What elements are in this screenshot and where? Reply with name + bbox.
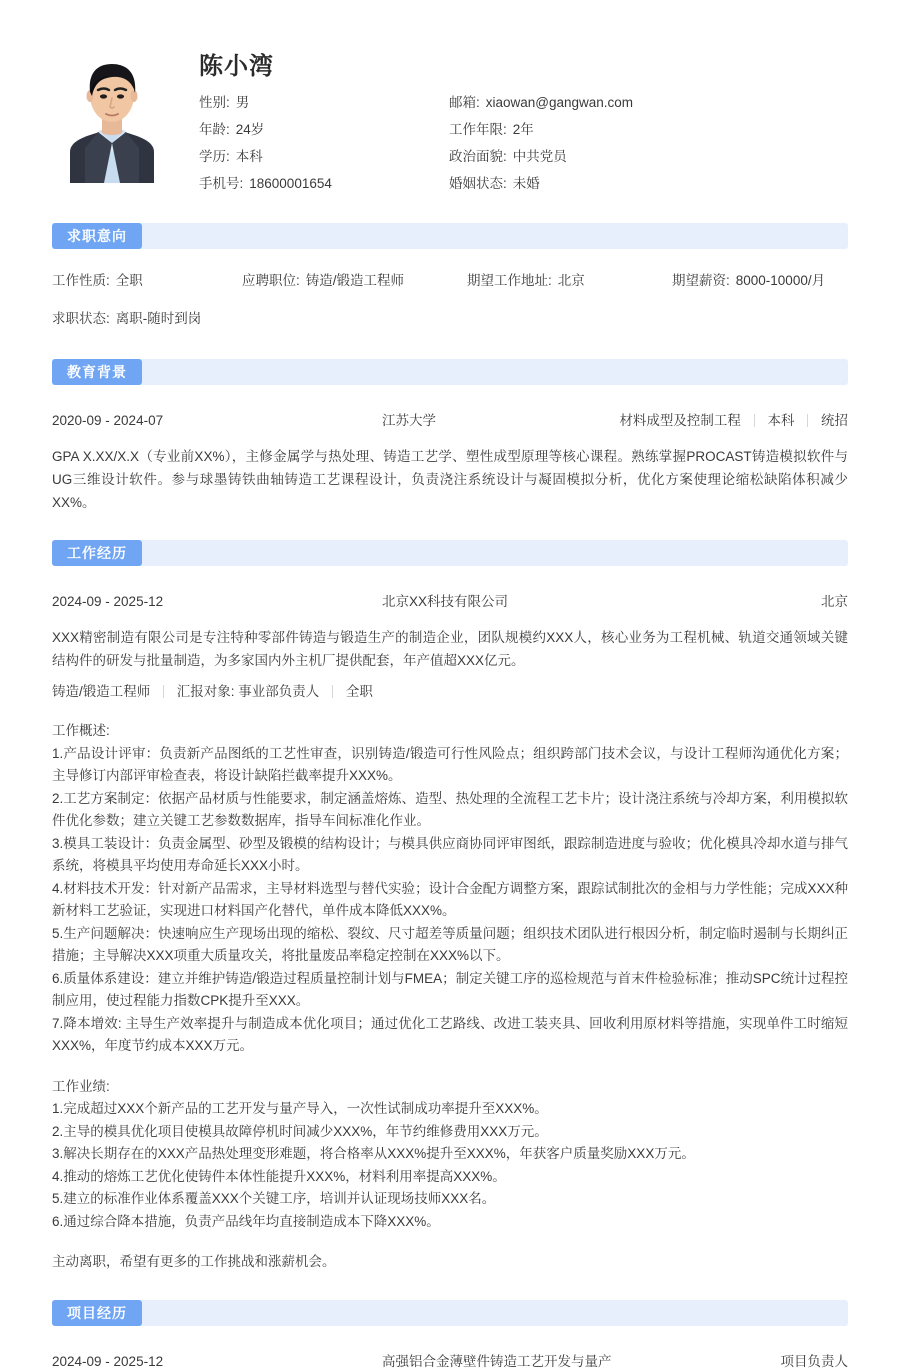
info-degree-value: 本科: [235, 149, 263, 164]
info-marital: [449, 175, 848, 193]
work-achievement-item: 2.主导的模具优化项目使模具故障停机时间减少XXX%，年节约维修费用XXX万元。: [52, 1123, 548, 1139]
job-intention-row-1: [52, 271, 848, 291]
project-entry: [52, 1352, 848, 1372]
person-name: 陈小湾: [199, 53, 274, 80]
info-email: [449, 94, 848, 112]
intent-work-nature: [52, 271, 242, 291]
info-experience: [449, 121, 848, 139]
separator-icon: [754, 414, 755, 427]
info-political: [449, 148, 848, 166]
project-name: 高强铝合金薄壁件铸造工艺开发与量产: [382, 1353, 612, 1369]
intent-work-nature-value: 全职: [115, 273, 143, 288]
info-phone-label: 手机号:: [199, 176, 244, 191]
project-headline: [52, 1352, 848, 1372]
project-date: 2024-09 - 2025-12: [52, 1353, 164, 1369]
work-closing: 主动离职，希望有更多的工作挑战和涨薪机会。: [52, 1254, 336, 1269]
info-age-label: 年龄:: [199, 122, 230, 137]
work-position-line: [52, 682, 848, 702]
work-overview-item: 5.生产问题解决：快速响应生产现场出现的缩松、裂纹、尺寸超差等质量问题；组织技术团队进行根因分析，制定临时遏制与长期纠正措施；主导解决XXX项重大质量攻关，将批量废品率稳定控制在XXX%以下。: [52, 925, 848, 963]
intent-position-label: 应聘职位:: [242, 273, 300, 288]
education-entry: [52, 411, 848, 514]
project-role: 项目负责人: [780, 1353, 848, 1369]
section-header-work: [52, 540, 848, 566]
education-meta: [619, 411, 848, 431]
work-company: 北京XX科技有限公司: [382, 594, 509, 609]
intent-salary-label: 期望薪资:: [672, 273, 730, 288]
section-title-job-intention: 求职意向: [52, 223, 142, 249]
section-title-project: 项目经历: [52, 1300, 142, 1326]
profile-photo: [52, 48, 173, 183]
intent-position-value: 铸造/锻造工程师: [305, 273, 405, 288]
info-gender-value: 男: [235, 95, 250, 110]
work-overview-item: 4.材料技术开发：针对新产品需求，主导材料选型与替代实验；设计合金配方调整方案，跟踪试制批次的金相与力学性能；完成XXX种新材料工艺验证，实现进口材料国产化替代，单件成本降低XXX%。: [52, 880, 848, 918]
basic-info-grid: [199, 94, 848, 193]
intent-location-label: 期望工作地址:: [467, 273, 552, 288]
work-overview-item: 2.工艺方案制定：依据产品材质与性能要求，制定涵盖熔炼、造型、热处理的全流程工艺卡片；设计浇注系统与冷却方案，利用模拟软件优化参数；建立关键工艺参数数据库，指导车间标准化作业。: [52, 790, 848, 828]
info-gender-label: 性别:: [199, 95, 230, 110]
info-experience-label: 工作年限:: [449, 122, 507, 137]
separator-icon: [332, 685, 333, 698]
intent-location-value: 北京: [557, 273, 585, 288]
info-experience-value: 2年: [512, 122, 534, 137]
work-position-meta: [52, 682, 373, 702]
work-achievement-item: 4.推动的熔炼工艺优化使铸件本体性能提升XXX%，材料利用率提高XXX%。: [52, 1168, 506, 1184]
work-overview-item: 6.质量体系建设：建立并维护铸造/锻造过程质量控制计划与FMEA；制定关键工序的巡检规范与首末件检验标准；推动SPC统计过程控制应用，使过程能力指数CPK提升至XXX。: [52, 970, 848, 1008]
education-headline: [52, 411, 848, 431]
work-achievement-item: 3.解决长期存在的XXX产品热处理变形难题，将合格率从XXX%提升至XXX%，年获客户质量奖励XXX万元。: [52, 1146, 695, 1161]
section-header-project: [52, 1300, 848, 1326]
work-overview-title: 工作概述:: [52, 723, 110, 738]
info-age-value: 24岁: [235, 122, 265, 137]
intent-status: [52, 309, 201, 329]
job-intention-row-2: [52, 309, 848, 329]
section-header-education: [52, 359, 848, 385]
job-intention-body: [52, 271, 848, 329]
education-school: 江苏大学: [382, 413, 436, 428]
education-date: 2020-09 - 2024-07: [52, 413, 164, 428]
info-gender: [199, 94, 449, 112]
section-title-work: 工作经历: [52, 540, 142, 566]
section-header-job-intention: [52, 223, 848, 249]
info-degree: [199, 148, 449, 166]
info-phone: [199, 175, 449, 193]
work-date: 2024-09 - 2025-12: [52, 594, 164, 609]
info-marital-value: 未婚: [512, 176, 540, 191]
work-company-intro: XXX精密制造有限公司是专注特种零部件铸造与锻造生产的制造企业，团队规模约XXX人，核心业务为工程机械、轨道交通领域关键结构件的研发与批量制造，为多家国内外主机厂提供配套，年产值超XXX亿元。: [52, 630, 848, 668]
work-entry: [52, 592, 848, 1274]
header-details: [199, 48, 848, 193]
info-email-value: xiaowan@gangwan.com: [485, 95, 634, 110]
info-degree-label: 学历:: [199, 149, 230, 164]
separator-icon: [163, 685, 164, 698]
education-admission: 统招: [821, 413, 848, 428]
intent-status-label: 求职状态:: [52, 311, 110, 326]
intent-salary-value: 8000-10000/月: [735, 273, 826, 288]
work-achievement-title: 工作业绩:: [52, 1078, 110, 1094]
work-achievement-item: 5.建立的标准作业体系覆盖XXX个关键工序，培训并认证现场技师XXX名。: [52, 1191, 496, 1206]
info-phone-value: 18600001654: [249, 176, 332, 191]
intent-work-nature-label: 工作性质:: [52, 273, 110, 288]
info-political-label: 政治面貌:: [449, 149, 507, 164]
education-degree: 本科: [767, 413, 795, 428]
section-title-education: 教育背景: [52, 359, 142, 385]
info-marital-label: 婚姻状态:: [449, 176, 507, 191]
work-overview-item: 1.产品设计评审：负责新产品图纸的工艺性审查，识别铸造/锻造可行性风险点；组织跨部门技术会议，与设计工程师沟通优化方案；主导修订内部评审检查表，将设计缺陷拦截率提升XXX%。: [52, 745, 848, 783]
intent-status-value: 离职-随时到岗: [115, 311, 202, 326]
info-email-label: 邮箱:: [449, 95, 480, 110]
work-report-to: 汇报对象: 事业部负责人: [176, 684, 320, 699]
work-position: 铸造/锻造工程师: [52, 684, 151, 699]
resume-header: [0, 0, 900, 193]
work-achievement-item: 1.完成超过XXX个新产品的工艺开发与量产导入，一次性试制成功率提升至XXX%。: [52, 1101, 548, 1116]
education-description: GPA X.XX/X.X（专业前XX%），主修金属学与热处理、铸造工艺学、塑性成型原理等核心课程。熟练掌握PROCAST铸造模拟软件与UG三维设计软件。参与球墨铸铁曲轴铸造工艺课程设计，负责浇注系统设计与凝固模拟分析，优化方案使理论缩松缺陷体积减少XX%。: [52, 449, 848, 510]
work-job-type: 全职: [345, 684, 373, 699]
info-age: [199, 121, 449, 139]
separator-icon: [807, 414, 808, 427]
info-political-value: 中共党员: [512, 149, 567, 164]
education-major: 材料成型及控制工程: [619, 413, 741, 428]
intent-salary: [672, 271, 825, 291]
intent-position: [242, 271, 467, 291]
intent-location: [467, 271, 672, 291]
work-overview-item: 3.模具工装设计：负责金属型、砂型及锻模的结构设计；与模具供应商协同评审图纸，跟踪制造进度与验收；优化模具冷却水道与排气系统，将模具平均使用寿命延长XXX小时。: [52, 835, 848, 873]
work-achievement-item: 6.通过综合降本措施，负责产品线年均直接制造成本下降XXX%。: [52, 1213, 440, 1229]
work-location: 北京: [821, 594, 848, 609]
work-overview-item: 7.降本增效: 主导生产效率提升与制造成本优化项目；通过优化工艺路线、改进工装夹具、回收利用原材料等措施，实现单件工时缩短XXX%，年度节约成本XXX万元。: [52, 1015, 848, 1053]
work-headline: [52, 592, 848, 612]
